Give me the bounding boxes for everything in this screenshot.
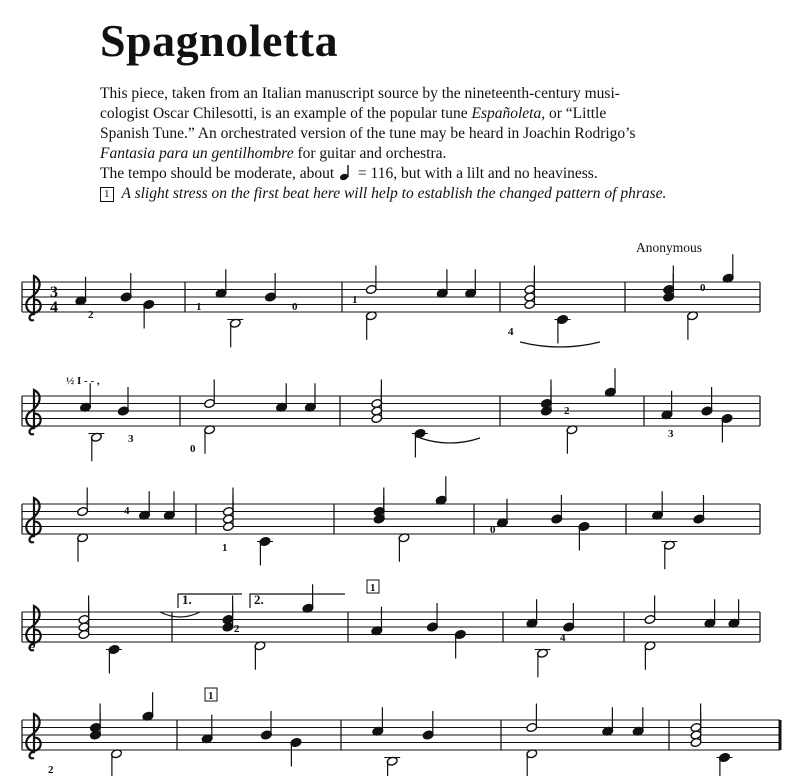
intro-line-3: Spanish Tune.” An orchestrated version of the tune may be heard in Joachin Rodrigo’s: [100, 125, 636, 142]
tie: [160, 612, 200, 617]
intro-line-2: cologist Oscar Chilesotti, is an example of the popular tune Españoleta, or “Little: [100, 105, 607, 122]
fingering-number: 1: [196, 301, 202, 313]
fingering-number: 2: [48, 764, 54, 776]
fingering-number: 3: [668, 428, 674, 440]
fingering-number: 0: [190, 443, 196, 455]
page-title: Spagnoletta: [100, 15, 339, 66]
fingering-number: 2: [234, 623, 240, 635]
fingering-number: 1: [222, 542, 228, 554]
time-signature-top: 3: [50, 284, 58, 301]
fingering-number: 4: [508, 326, 514, 338]
fingering-number: 4: [124, 505, 130, 517]
intro-line-4: Fantasia para un gentilhombre for guitar and orchestra.: [100, 145, 447, 162]
tie: [520, 342, 600, 347]
rehearsal-number: 1: [208, 690, 214, 702]
treble-clef-icon: [26, 390, 40, 434]
treble-clef-icon: [26, 498, 40, 542]
fingering-number: 0: [700, 282, 706, 294]
treble-clef-icon: [26, 276, 40, 320]
rehearsal-number: 1: [370, 582, 376, 594]
fingering-number: 3: [128, 433, 134, 445]
note-number-box: 1: [100, 187, 114, 202]
volta-bracket-2: [250, 594, 345, 608]
fingering-number: 3: [30, 639, 36, 651]
tie: [420, 438, 480, 443]
treble-clef-icon: [26, 714, 40, 758]
fingering-number: 0: [490, 524, 496, 536]
performance-note: 1 A slight stress on the first beat here will help to establish the changed pattern of phrase.: [100, 184, 705, 204]
composer-credit: Anonymous: [636, 240, 703, 255]
fingering-number: 2: [564, 405, 570, 417]
volta-2-label: 2.: [254, 592, 264, 607]
fingering-number: 0: [292, 301, 298, 313]
barre-marking: ½ I - - ,: [66, 375, 100, 387]
fingering-number: 4: [560, 632, 566, 644]
espanoleta-term: Españoleta,: [471, 105, 546, 122]
intro-line-1: This piece, taken from an Italian manuscript source by the nineteenth-century musi-: [100, 85, 620, 102]
volta-1-label: 1.: [182, 592, 192, 607]
fingering-number: 1: [352, 294, 358, 306]
tempo-line: The tempo should be moderate, about = 116, but with a lilt and no heaviness.: [100, 165, 598, 182]
fantasia-title: Fantasia para un gentilhombre: [100, 145, 294, 162]
fingering-number: 2: [88, 309, 94, 321]
time-signature-bottom: 4: [50, 299, 58, 316]
